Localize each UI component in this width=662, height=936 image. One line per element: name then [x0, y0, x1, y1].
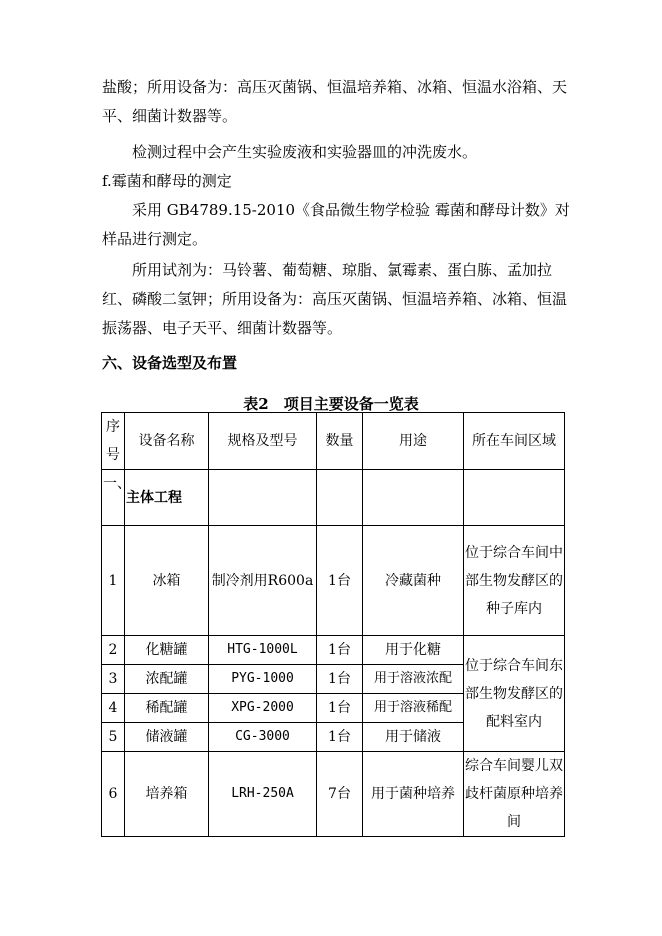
table-group-row: [102, 470, 565, 526]
row-spec: PYG-1000: [209, 665, 317, 694]
row-spec: XPG-2000: [209, 694, 317, 723]
group-seq: 一、: [102, 470, 125, 526]
row-spec: HTG-1000L: [209, 636, 317, 665]
table-row: [102, 636, 565, 665]
table-row: [102, 752, 565, 837]
row-name: 浓配罐: [125, 665, 209, 694]
row-qty: 1台: [317, 636, 363, 665]
paragraph-reagents-equipment: 盐酸；所用设备为：高压灭菌锅、恒温培养箱、冰箱、恒温水浴箱、天平、细菌计数器等。: [102, 78, 568, 125]
row-name: 稀配罐: [125, 694, 209, 723]
header-use: 用途: [363, 413, 464, 470]
row-qty: 1台: [317, 526, 363, 636]
row-name: 化糖罐: [125, 636, 209, 665]
header-spec: 规格及型号: [209, 413, 317, 470]
paragraph-standard-method: 采用 GB4789.15-2010《食品微生物学检验 霉菌和酵母计数》对样品进行测定。: [102, 201, 570, 248]
row-use: 用于溶液稀配: [363, 694, 464, 723]
row-location: 位于综合车间东部生物发酵区的配料室内: [464, 636, 565, 752]
row-seq: 5: [102, 723, 125, 752]
row-use: 用于菌种培养: [363, 752, 464, 837]
row-qty: 1台: [317, 665, 363, 694]
row-seq: 1: [102, 526, 125, 636]
subheading-mold-yeast: f.霉菌和酵母的测定: [102, 172, 232, 190]
header-qty: 数量: [317, 413, 363, 470]
header-seq: 序号: [102, 413, 125, 470]
row-use: 用于储液: [363, 723, 464, 752]
row-spec: 制冷剂用R600a: [209, 526, 317, 636]
paragraph-wastewater: 检测过程中会产生实验废液和实验器皿的冲洗废水。: [132, 143, 478, 161]
row-qty: 1台: [317, 723, 363, 752]
header-name: 设备名称: [125, 413, 209, 470]
paragraph-reagents-equipment-2: 所用试剂为：马铃薯、葡萄糖、琼脂、氯霉素、蛋白胨、孟加拉红、磷酸二氢钾；所用设备为：高压灭菌锅、恒温培养箱、冰箱、恒温振荡器、电子天平、细菌计数器等。: [102, 261, 568, 337]
table-caption: 表2 项目主要设备一览表: [243, 395, 419, 413]
row-qty: 7台: [317, 752, 363, 837]
row-use: 用于溶液浓配: [363, 665, 464, 694]
row-location: 位于综合车间中部生物发酵区的种子库内: [464, 526, 565, 636]
row-name: 储液罐: [125, 723, 209, 752]
row-seq: 4: [102, 694, 125, 723]
row-location: 综合车间婴儿双歧杆菌原种培养间: [464, 752, 565, 837]
table-row: [102, 526, 565, 636]
row-seq: 3: [102, 665, 125, 694]
group-label: 主体工程: [125, 470, 209, 526]
header-location: 所在车间区域: [464, 413, 565, 470]
row-use: 冷藏菌种: [363, 526, 464, 636]
row-seq: 6: [102, 752, 125, 837]
row-use: 用于化糖: [363, 636, 464, 665]
row-name: 培养箱: [125, 752, 209, 837]
row-spec: LRH-250A: [209, 752, 317, 837]
row-name: 冰箱: [125, 526, 209, 636]
row-qty: 1台: [317, 694, 363, 723]
row-spec: CG-3000: [209, 723, 317, 752]
table-header-row: [102, 413, 565, 470]
section-heading: 六、设备选型及布置: [102, 354, 238, 372]
equipment-table: [101, 412, 565, 837]
row-seq: 2: [102, 636, 125, 665]
